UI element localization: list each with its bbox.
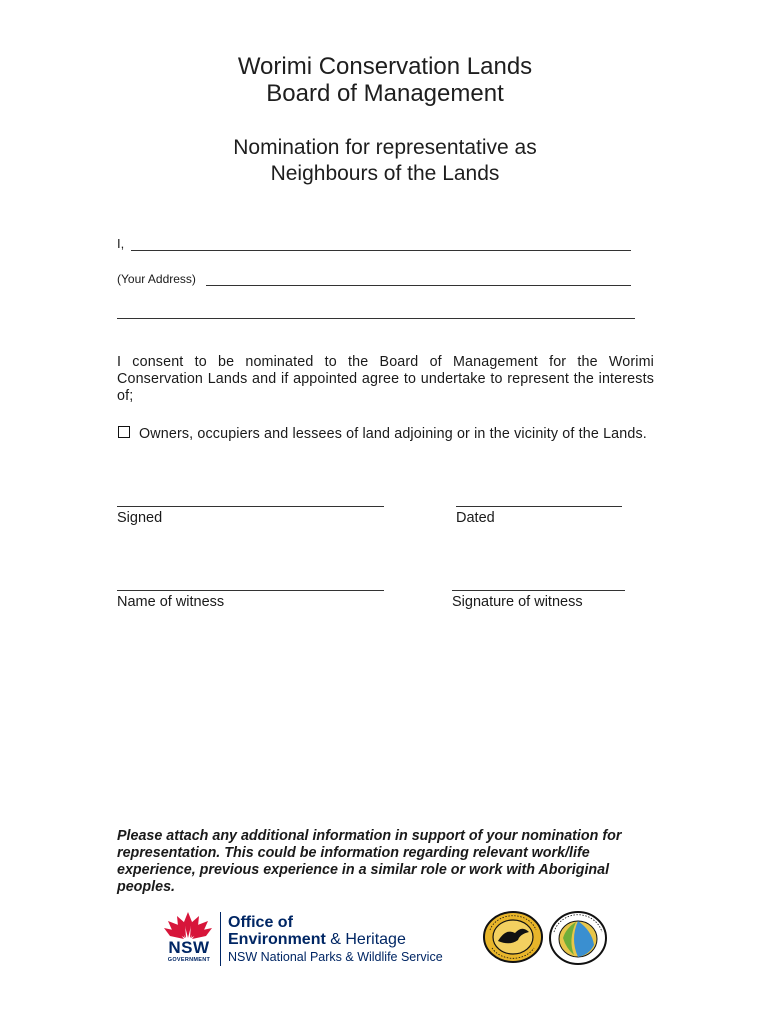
attachment-note: Please attach any additional information in support of your nomination for representation. This could be information regarding relevant work/life experience, previous experience in a similar role or work with Aboriginal peoples. — [117, 828, 622, 895]
signed-label: Signed — [117, 510, 163, 526]
government-wordmark: GOVERNMENT — [167, 957, 211, 963]
heritage-text: & Heritage — [330, 931, 406, 948]
dated-field[interactable] — [456, 506, 622, 507]
logo-divider — [220, 912, 221, 966]
document-title-line-2: Board of Management — [266, 80, 504, 107]
nsw-wordmark: NSW — [168, 938, 210, 957]
office-of-text: Office of — [228, 914, 293, 931]
owners-occupiers-checkbox[interactable] — [118, 426, 130, 438]
witness-name-field[interactable] — [117, 590, 384, 591]
worimi-conservation-lands-logo — [548, 910, 608, 966]
document-title-line-1: Worimi Conservation Lands — [237, 53, 533, 80]
witness-name-label: Name of witness — [117, 594, 225, 610]
document-subtitle-line-2: Neighbours of the Lands — [270, 162, 500, 185]
witness-signature-field[interactable] — [452, 590, 625, 591]
dated-label: Dated — [456, 510, 495, 526]
consent-statement: I consent to be nominated to the Board of Management for the Worimi Conservation Lands and if appointed agree to undertake to represent the interests of; — [117, 354, 654, 404]
witness-signature-label: Signature of witness — [452, 594, 583, 610]
address-field-line-1[interactable] — [206, 285, 631, 286]
environment-text: Environment — [228, 931, 326, 948]
npws-badge-logo — [482, 910, 544, 964]
environment-heritage-text — [228, 931, 406, 948]
name-field[interactable] — [131, 250, 631, 251]
address-label: (Your Address) — [117, 272, 196, 286]
oeh-logo — [160, 910, 480, 968]
signed-field[interactable] — [117, 506, 384, 507]
waratah-icon — [163, 910, 213, 940]
owners-occupiers-option-label: Owners, occupiers and lessees of land adjoining or in the vicinity of the Lands. — [139, 426, 647, 442]
document-subtitle-line-1: Nomination for representative as — [233, 136, 537, 159]
npws-text: NSW National Parks & Wildlife Service — [228, 950, 443, 964]
name-prefix-label: I, — [117, 236, 125, 251]
address-field-line-2[interactable] — [117, 318, 635, 319]
